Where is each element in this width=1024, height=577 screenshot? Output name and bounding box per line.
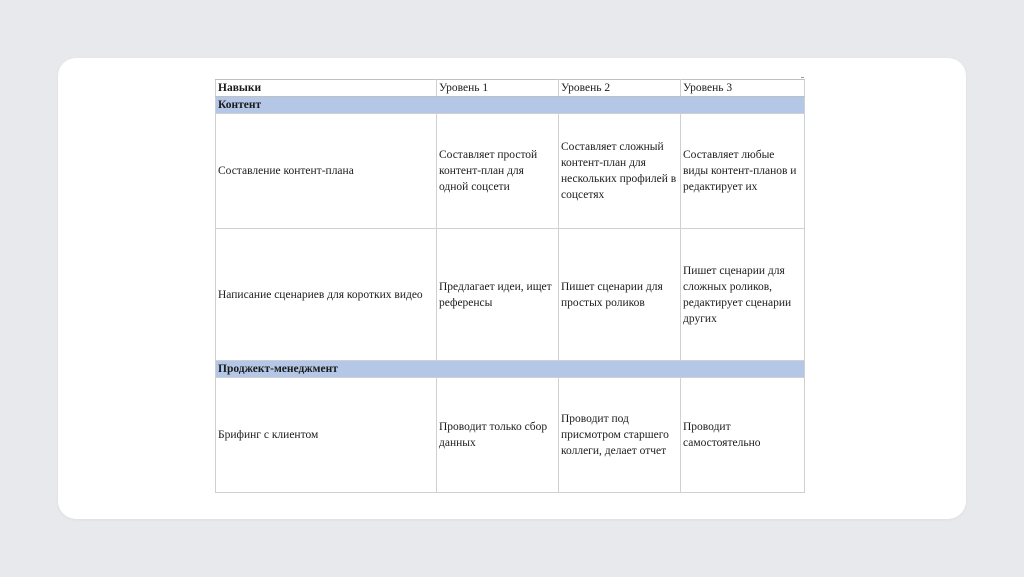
section-row-content (216, 97, 805, 114)
level-1-cell: Предлагает идеи, ищет референсы (437, 229, 559, 361)
skill-cell: Составление контент-плана (216, 114, 437, 229)
table-row (216, 114, 805, 229)
section-title-content: Контент (216, 97, 805, 114)
header-level-1: Уровень 1 (437, 80, 559, 97)
header-level-3: Уровень 3 (681, 80, 805, 97)
level-2-cell: Пишет сценарии для простых роликов (559, 229, 681, 361)
table-row (216, 229, 805, 361)
skills-spreadsheet (215, 79, 804, 493)
level-3-cell: Проводит самостоятельно (681, 378, 805, 493)
header-level-2: Уровень 2 (559, 80, 681, 97)
skill-cell: Написание сценариев для коротких видео (216, 229, 437, 361)
level-3-cell: Пишет сценарии для сложных роликов, редактирует сценарии других (681, 229, 805, 361)
section-row-project-management (216, 361, 805, 378)
skill-cell: Брифинг с клиентом (216, 378, 437, 493)
level-1-cell: Проводит только сбор данных (437, 378, 559, 493)
header-row (216, 80, 805, 97)
level-3-cell: Составляет любые виды контент-планов и редактирует их (681, 114, 805, 229)
table-row (216, 378, 805, 493)
level-2-cell: Составляет сложный контент-план для нескольких профилей в соцсетях (559, 114, 681, 229)
level-1-cell: Составляет простой контент-план для одной соцсети (437, 114, 559, 229)
header-skills: Навыки (216, 80, 437, 97)
level-2-cell: Проводит под присмотром старшего коллеги, делает отчет (559, 378, 681, 493)
sheet-edge-mark (801, 77, 804, 78)
skills-table (215, 79, 805, 493)
section-title-project-management: Проджект-менеджмент (216, 361, 805, 378)
